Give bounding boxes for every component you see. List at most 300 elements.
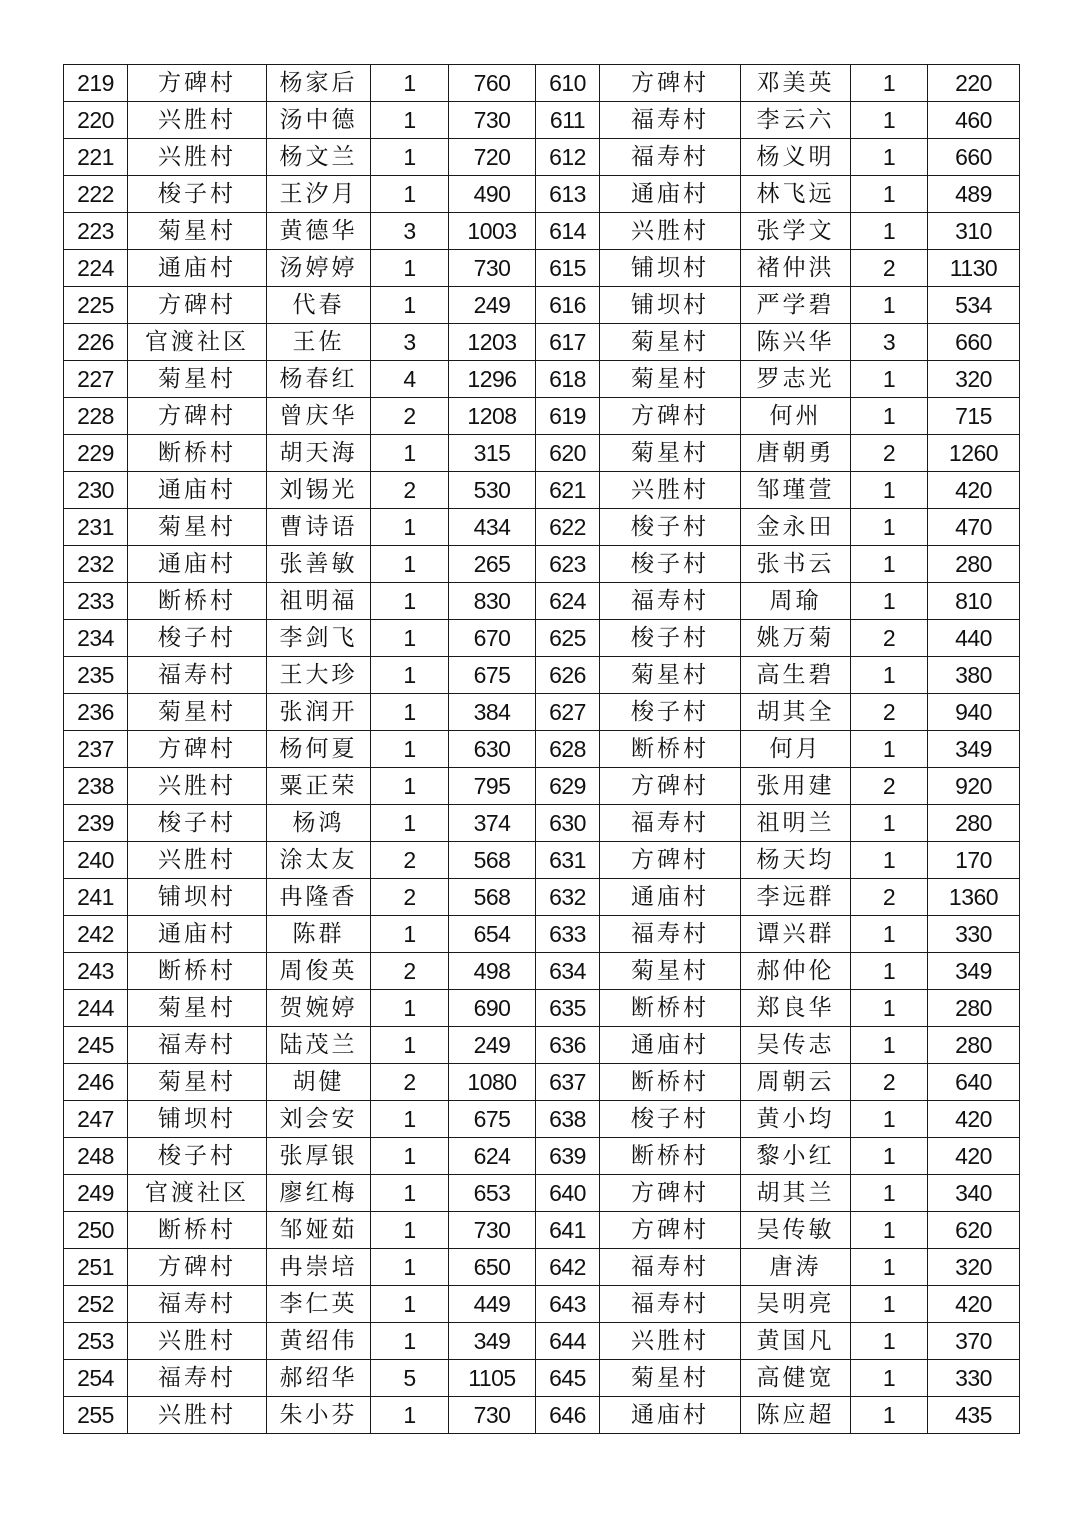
left-village-cell: 方碑村 [128, 65, 267, 102]
left-village-cell: 方碑村 [128, 731, 267, 768]
left-name-cell: 李仁英 [267, 1286, 371, 1323]
left-village-cell: 兴胜村 [128, 139, 267, 176]
right-serial-cell: 630 [536, 805, 600, 842]
right-amount-cell: 1360 [928, 879, 1020, 916]
right-village-cell: 通庙村 [600, 176, 741, 213]
right-name-cell: 杨天均 [741, 842, 851, 879]
left-village-cell: 断桥村 [128, 435, 267, 472]
right-serial-cell: 615 [536, 250, 600, 287]
left-serial-cell: 220 [64, 102, 128, 139]
right-village-cell: 通庙村 [600, 1027, 741, 1064]
left-amount-cell: 1208 [449, 398, 536, 435]
table-row [64, 657, 1020, 694]
left-amount-cell: 1080 [449, 1064, 536, 1101]
left-village-cell: 菊星村 [128, 509, 267, 546]
left-serial-cell: 246 [64, 1064, 128, 1101]
table-row [64, 583, 1020, 620]
table-row [64, 1286, 1020, 1323]
left-count-cell: 1 [371, 65, 449, 102]
right-amount-cell: 1130 [928, 250, 1020, 287]
left-name-cell: 陈群 [267, 916, 371, 953]
left-serial-cell: 239 [64, 805, 128, 842]
left-amount-cell: 449 [449, 1286, 536, 1323]
left-village-cell: 菊星村 [128, 361, 267, 398]
table-row [64, 176, 1020, 213]
table-row [64, 916, 1020, 953]
left-serial-cell: 251 [64, 1249, 128, 1286]
left-name-cell: 李剑飞 [267, 620, 371, 657]
left-name-cell: 贺婉婷 [267, 990, 371, 1027]
right-amount-cell: 940 [928, 694, 1020, 731]
right-serial-cell: 612 [536, 139, 600, 176]
left-amount-cell: 374 [449, 805, 536, 842]
right-village-cell: 福寿村 [600, 916, 741, 953]
left-amount-cell: 624 [449, 1138, 536, 1175]
right-amount-cell: 420 [928, 1286, 1020, 1323]
right-count-cell: 1 [851, 731, 928, 768]
left-serial-cell: 242 [64, 916, 128, 953]
right-serial-cell: 642 [536, 1249, 600, 1286]
right-count-cell: 3 [851, 324, 928, 361]
right-serial-cell: 637 [536, 1064, 600, 1101]
right-serial-cell: 613 [536, 176, 600, 213]
left-amount-cell: 1105 [449, 1360, 536, 1397]
left-serial-cell: 238 [64, 768, 128, 805]
right-amount-cell: 420 [928, 1101, 1020, 1138]
right-amount-cell: 810 [928, 583, 1020, 620]
right-count-cell: 1 [851, 546, 928, 583]
right-name-cell: 吴传敏 [741, 1212, 851, 1249]
table-row [64, 139, 1020, 176]
right-amount-cell: 330 [928, 916, 1020, 953]
left-amount-cell: 653 [449, 1175, 536, 1212]
right-name-cell: 吴传志 [741, 1027, 851, 1064]
right-amount-cell: 489 [928, 176, 1020, 213]
left-village-cell: 铺坝村 [128, 1101, 267, 1138]
right-amount-cell: 320 [928, 1249, 1020, 1286]
left-serial-cell: 227 [64, 361, 128, 398]
left-village-cell: 梭子村 [128, 176, 267, 213]
left-village-cell: 方碑村 [128, 1249, 267, 1286]
right-village-cell: 福寿村 [600, 1249, 741, 1286]
right-count-cell: 1 [851, 1397, 928, 1434]
right-name-cell: 张书云 [741, 546, 851, 583]
left-serial-cell: 219 [64, 65, 128, 102]
left-count-cell: 1 [371, 1397, 449, 1434]
right-serial-cell: 645 [536, 1360, 600, 1397]
right-name-cell: 张用建 [741, 768, 851, 805]
right-count-cell: 1 [851, 805, 928, 842]
left-amount-cell: 675 [449, 657, 536, 694]
right-count-cell: 1 [851, 472, 928, 509]
left-count-cell: 1 [371, 657, 449, 694]
left-village-cell: 方碑村 [128, 398, 267, 435]
left-village-cell: 兴胜村 [128, 1397, 267, 1434]
left-count-cell: 1 [371, 1101, 449, 1138]
left-name-cell: 冉崇培 [267, 1249, 371, 1286]
right-village-cell: 福寿村 [600, 805, 741, 842]
right-serial-cell: 629 [536, 768, 600, 805]
right-village-cell: 方碑村 [600, 842, 741, 879]
table-row [64, 65, 1020, 102]
right-count-cell: 1 [851, 398, 928, 435]
right-name-cell: 褚仲洪 [741, 250, 851, 287]
left-village-cell: 福寿村 [128, 1286, 267, 1323]
right-name-cell: 高健宽 [741, 1360, 851, 1397]
left-amount-cell: 249 [449, 1027, 536, 1064]
left-count-cell: 1 [371, 509, 449, 546]
left-serial-cell: 231 [64, 509, 128, 546]
table-row [64, 398, 1020, 435]
left-name-cell: 刘锡光 [267, 472, 371, 509]
left-name-cell: 杨鸿 [267, 805, 371, 842]
right-serial-cell: 631 [536, 842, 600, 879]
right-village-cell: 兴胜村 [600, 472, 741, 509]
right-count-cell: 1 [851, 916, 928, 953]
left-village-cell: 梭子村 [128, 1138, 267, 1175]
right-name-cell: 郝仲伦 [741, 953, 851, 990]
left-count-cell: 4 [371, 361, 449, 398]
left-amount-cell: 670 [449, 620, 536, 657]
left-village-cell: 断桥村 [128, 583, 267, 620]
left-name-cell: 朱小芬 [267, 1397, 371, 1434]
left-count-cell: 1 [371, 435, 449, 472]
right-village-cell: 通庙村 [600, 879, 741, 916]
left-count-cell: 1 [371, 139, 449, 176]
left-count-cell: 2 [371, 472, 449, 509]
right-name-cell: 胡其兰 [741, 1175, 851, 1212]
left-village-cell: 官渡社区 [128, 1175, 267, 1212]
table-row [64, 1175, 1020, 1212]
left-name-cell: 张善敏 [267, 546, 371, 583]
left-serial-cell: 244 [64, 990, 128, 1027]
right-serial-cell: 636 [536, 1027, 600, 1064]
right-amount-cell: 330 [928, 1360, 1020, 1397]
table-row [64, 1138, 1020, 1175]
right-village-cell: 断桥村 [600, 1064, 741, 1101]
table-row [64, 990, 1020, 1027]
right-village-cell: 菊星村 [600, 435, 741, 472]
right-amount-cell: 640 [928, 1064, 1020, 1101]
left-serial-cell: 249 [64, 1175, 128, 1212]
left-name-cell: 曾庆华 [267, 398, 371, 435]
left-serial-cell: 230 [64, 472, 128, 509]
right-amount-cell: 420 [928, 472, 1020, 509]
right-count-cell: 2 [851, 694, 928, 731]
right-name-cell: 黄小均 [741, 1101, 851, 1138]
left-name-cell: 陆茂兰 [267, 1027, 371, 1064]
right-count-cell: 1 [851, 361, 928, 398]
left-village-cell: 福寿村 [128, 1027, 267, 1064]
right-village-cell: 梭子村 [600, 546, 741, 583]
right-amount-cell: 534 [928, 287, 1020, 324]
table-row [64, 842, 1020, 879]
left-serial-cell: 241 [64, 879, 128, 916]
left-serial-cell: 243 [64, 953, 128, 990]
left-count-cell: 1 [371, 287, 449, 324]
left-village-cell: 方碑村 [128, 287, 267, 324]
left-amount-cell: 249 [449, 287, 536, 324]
left-serial-cell: 221 [64, 139, 128, 176]
right-count-cell: 1 [851, 176, 928, 213]
table-row [64, 1101, 1020, 1138]
left-name-cell: 王汐月 [267, 176, 371, 213]
left-amount-cell: 434 [449, 509, 536, 546]
table-row [64, 694, 1020, 731]
table-row [64, 1397, 1020, 1434]
left-count-cell: 1 [371, 620, 449, 657]
right-amount-cell: 660 [928, 324, 1020, 361]
right-village-cell: 方碑村 [600, 65, 741, 102]
right-amount-cell: 320 [928, 361, 1020, 398]
left-name-cell: 杨文兰 [267, 139, 371, 176]
right-name-cell: 高生碧 [741, 657, 851, 694]
right-village-cell: 断桥村 [600, 990, 741, 1027]
right-amount-cell: 170 [928, 842, 1020, 879]
right-serial-cell: 635 [536, 990, 600, 1027]
right-name-cell: 杨义明 [741, 139, 851, 176]
left-amount-cell: 265 [449, 546, 536, 583]
right-amount-cell: 1260 [928, 435, 1020, 472]
left-amount-cell: 795 [449, 768, 536, 805]
right-amount-cell: 380 [928, 657, 1020, 694]
left-amount-cell: 654 [449, 916, 536, 953]
right-count-cell: 1 [851, 657, 928, 694]
left-name-cell: 曹诗语 [267, 509, 371, 546]
left-amount-cell: 568 [449, 842, 536, 879]
right-serial-cell: 618 [536, 361, 600, 398]
right-amount-cell: 435 [928, 1397, 1020, 1434]
table-row [64, 250, 1020, 287]
left-name-cell: 涂太友 [267, 842, 371, 879]
right-count-cell: 1 [851, 990, 928, 1027]
left-amount-cell: 760 [449, 65, 536, 102]
left-amount-cell: 384 [449, 694, 536, 731]
right-count-cell: 1 [851, 953, 928, 990]
left-amount-cell: 498 [449, 953, 536, 990]
right-amount-cell: 280 [928, 546, 1020, 583]
right-village-cell: 梭子村 [600, 694, 741, 731]
left-serial-cell: 234 [64, 620, 128, 657]
right-name-cell: 金永田 [741, 509, 851, 546]
right-serial-cell: 617 [536, 324, 600, 361]
right-village-cell: 铺坝村 [600, 250, 741, 287]
right-serial-cell: 620 [536, 435, 600, 472]
left-count-cell: 1 [371, 1286, 449, 1323]
right-amount-cell: 370 [928, 1323, 1020, 1360]
right-count-cell: 1 [851, 1212, 928, 1249]
right-amount-cell: 660 [928, 139, 1020, 176]
left-village-cell: 福寿村 [128, 657, 267, 694]
table-row [64, 879, 1020, 916]
right-amount-cell: 340 [928, 1175, 1020, 1212]
right-count-cell: 1 [851, 287, 928, 324]
left-village-cell: 铺坝村 [128, 879, 267, 916]
right-village-cell: 菊星村 [600, 953, 741, 990]
left-amount-cell: 630 [449, 731, 536, 768]
left-village-cell: 梭子村 [128, 620, 267, 657]
left-village-cell: 官渡社区 [128, 324, 267, 361]
left-serial-cell: 236 [64, 694, 128, 731]
left-serial-cell: 235 [64, 657, 128, 694]
left-amount-cell: 530 [449, 472, 536, 509]
right-amount-cell: 920 [928, 768, 1020, 805]
left-count-cell: 1 [371, 176, 449, 213]
left-count-cell: 2 [371, 953, 449, 990]
right-village-cell: 梭子村 [600, 509, 741, 546]
table-row [64, 509, 1020, 546]
right-amount-cell: 349 [928, 731, 1020, 768]
left-count-cell: 1 [371, 694, 449, 731]
right-serial-cell: 621 [536, 472, 600, 509]
right-count-cell: 1 [851, 1360, 928, 1397]
left-amount-cell: 720 [449, 139, 536, 176]
left-village-cell: 菊星村 [128, 694, 267, 731]
left-count-cell: 1 [371, 916, 449, 953]
left-count-cell: 1 [371, 102, 449, 139]
right-name-cell: 李远群 [741, 879, 851, 916]
table-row [64, 768, 1020, 805]
left-serial-cell: 248 [64, 1138, 128, 1175]
left-amount-cell: 730 [449, 102, 536, 139]
left-count-cell: 1 [371, 1175, 449, 1212]
right-serial-cell: 632 [536, 879, 600, 916]
left-village-cell: 兴胜村 [128, 842, 267, 879]
left-count-cell: 2 [371, 842, 449, 879]
table-row [64, 361, 1020, 398]
right-name-cell: 姚万菊 [741, 620, 851, 657]
table-row [64, 620, 1020, 657]
left-count-cell: 3 [371, 213, 449, 250]
left-count-cell: 1 [371, 1138, 449, 1175]
left-name-cell: 汤中德 [267, 102, 371, 139]
left-serial-cell: 240 [64, 842, 128, 879]
left-name-cell: 郝绍华 [267, 1360, 371, 1397]
left-amount-cell: 830 [449, 583, 536, 620]
right-count-cell: 2 [851, 768, 928, 805]
left-serial-cell: 247 [64, 1101, 128, 1138]
left-name-cell: 周俊英 [267, 953, 371, 990]
left-serial-cell: 254 [64, 1360, 128, 1397]
left-serial-cell: 228 [64, 398, 128, 435]
left-name-cell: 王大珍 [267, 657, 371, 694]
right-amount-cell: 715 [928, 398, 1020, 435]
table-row [64, 213, 1020, 250]
left-village-cell: 兴胜村 [128, 768, 267, 805]
left-village-cell: 断桥村 [128, 1212, 267, 1249]
right-name-cell: 周瑜 [741, 583, 851, 620]
table-row [64, 805, 1020, 842]
left-serial-cell: 233 [64, 583, 128, 620]
left-serial-cell: 225 [64, 287, 128, 324]
table-row [64, 1212, 1020, 1249]
right-name-cell: 罗志光 [741, 361, 851, 398]
right-village-cell: 断桥村 [600, 1138, 741, 1175]
right-village-cell: 福寿村 [600, 102, 741, 139]
left-name-cell: 黄绍伟 [267, 1323, 371, 1360]
right-count-cell: 1 [851, 1101, 928, 1138]
right-village-cell: 菊星村 [600, 1360, 741, 1397]
left-count-cell: 1 [371, 546, 449, 583]
right-serial-cell: 614 [536, 213, 600, 250]
left-name-cell: 胡健 [267, 1064, 371, 1101]
right-serial-cell: 626 [536, 657, 600, 694]
left-village-cell: 福寿村 [128, 1360, 267, 1397]
right-count-cell: 1 [851, 1249, 928, 1286]
right-count-cell: 1 [851, 1286, 928, 1323]
left-amount-cell: 730 [449, 250, 536, 287]
right-name-cell: 黎小红 [741, 1138, 851, 1175]
right-serial-cell: 643 [536, 1286, 600, 1323]
right-name-cell: 胡其全 [741, 694, 851, 731]
right-name-cell: 邓美英 [741, 65, 851, 102]
left-amount-cell: 730 [449, 1212, 536, 1249]
right-name-cell: 郑良华 [741, 990, 851, 1027]
right-count-cell: 2 [851, 1064, 928, 1101]
right-serial-cell: 646 [536, 1397, 600, 1434]
left-village-cell: 通庙村 [128, 916, 267, 953]
right-count-cell: 1 [851, 1323, 928, 1360]
left-serial-cell: 226 [64, 324, 128, 361]
left-count-cell: 1 [371, 1212, 449, 1249]
left-count-cell: 1 [371, 768, 449, 805]
left-name-cell: 粟正荣 [267, 768, 371, 805]
right-count-cell: 1 [851, 139, 928, 176]
left-amount-cell: 315 [449, 435, 536, 472]
right-serial-cell: 622 [536, 509, 600, 546]
right-name-cell: 陈兴华 [741, 324, 851, 361]
right-village-cell: 梭子村 [600, 1101, 741, 1138]
left-amount-cell: 675 [449, 1101, 536, 1138]
left-name-cell: 杨春红 [267, 361, 371, 398]
right-serial-cell: 639 [536, 1138, 600, 1175]
right-count-cell: 1 [851, 1027, 928, 1064]
right-village-cell: 方碑村 [600, 398, 741, 435]
left-name-cell: 杨家后 [267, 65, 371, 102]
right-serial-cell: 628 [536, 731, 600, 768]
table-row [64, 953, 1020, 990]
right-serial-cell: 619 [536, 398, 600, 435]
left-count-cell: 5 [371, 1360, 449, 1397]
left-amount-cell: 1296 [449, 361, 536, 398]
right-serial-cell: 633 [536, 916, 600, 953]
right-amount-cell: 280 [928, 805, 1020, 842]
right-count-cell: 1 [851, 213, 928, 250]
left-amount-cell: 690 [449, 990, 536, 1027]
right-amount-cell: 310 [928, 213, 1020, 250]
table-row [64, 1027, 1020, 1064]
left-village-cell: 菊星村 [128, 1064, 267, 1101]
right-village-cell: 断桥村 [600, 731, 741, 768]
right-name-cell: 严学碧 [741, 287, 851, 324]
right-amount-cell: 620 [928, 1212, 1020, 1249]
right-amount-cell: 280 [928, 990, 1020, 1027]
right-name-cell: 祖明兰 [741, 805, 851, 842]
left-name-cell: 张润开 [267, 694, 371, 731]
right-serial-cell: 638 [536, 1101, 600, 1138]
right-serial-cell: 634 [536, 953, 600, 990]
left-name-cell: 邹娅茹 [267, 1212, 371, 1249]
left-count-cell: 2 [371, 879, 449, 916]
right-name-cell: 唐涛 [741, 1249, 851, 1286]
table-body [64, 65, 1020, 1434]
left-name-cell: 张厚银 [267, 1138, 371, 1175]
right-count-cell: 1 [851, 842, 928, 879]
table-row [64, 1323, 1020, 1360]
right-count-cell: 1 [851, 65, 928, 102]
right-name-cell: 陈应超 [741, 1397, 851, 1434]
right-name-cell: 谭兴群 [741, 916, 851, 953]
